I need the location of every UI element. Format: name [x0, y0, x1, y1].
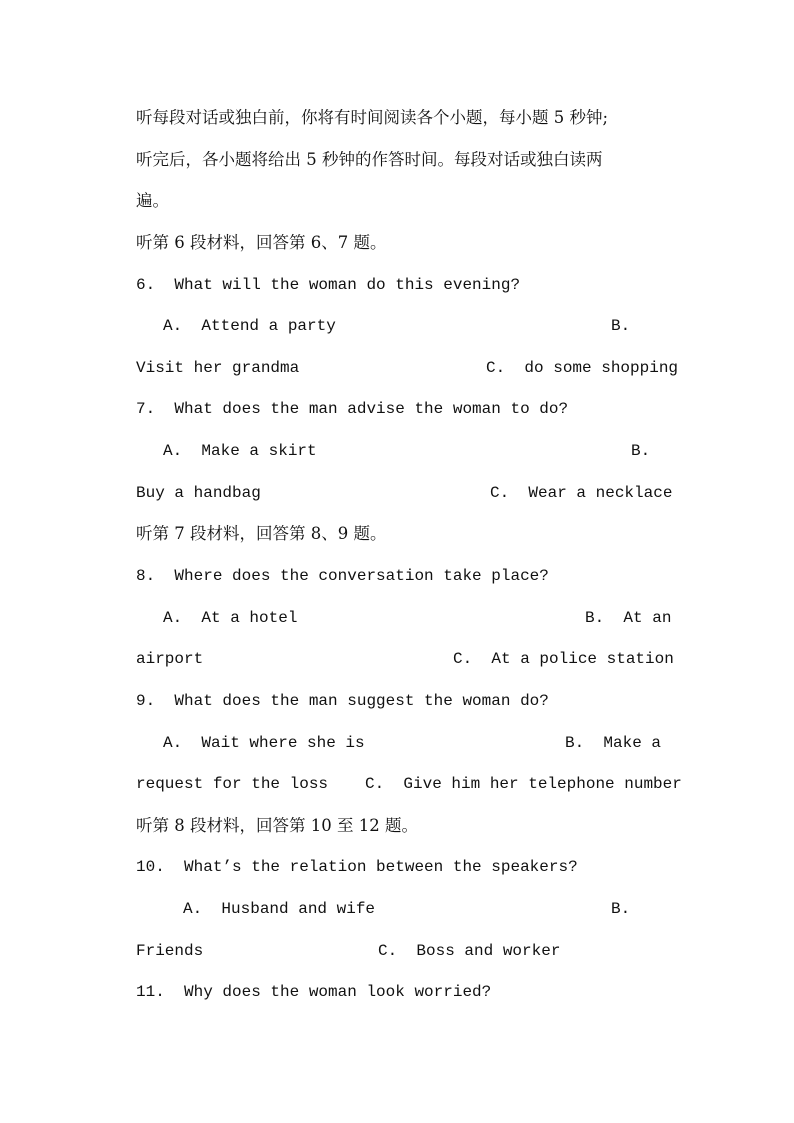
q9-option-b: request for the loss [136, 775, 329, 793]
q7-option-b: Buy a handbag [136, 484, 261, 502]
q6-option-c: C. do some shopping [486, 359, 679, 377]
question-11: 11. Why does the woman look worried? [136, 983, 492, 1001]
q7-option-b-letter: B. [631, 442, 651, 460]
section-heading-1: 听第 6 段材料，回答第 6、7 题。 [136, 233, 387, 252]
question-7: 7. What does the man advise the woman to do? [136, 400, 569, 418]
q8-option-c: C. At a police station [453, 650, 674, 668]
q10-option-b: Friends [136, 942, 204, 960]
section-heading-2: 听第 7 段材料，回答第 8、9 题。 [136, 524, 387, 543]
q9-option-b-letter: B. Make a [565, 734, 662, 752]
question-10: 10. What’s the relation between the speakers? [136, 858, 578, 876]
intro-line-3: 遍。 [136, 191, 169, 210]
section-heading-3: 听第 8 段材料，回答第 10 至 12 题。 [136, 816, 418, 835]
q9-option-c: C. Give him her telephone number [365, 775, 682, 793]
question-8: 8. Where does the conversation take place? [136, 567, 549, 585]
q9-option-a: A. Wait where she is [163, 734, 365, 752]
question-6: 6. What will the woman do this evening? [136, 276, 521, 294]
intro-line-2: 听完后，各小题将给出 5 秒钟的作答时间。每段对话或独白读两 [136, 150, 603, 169]
q7-option-c: C. Wear a necklace [490, 484, 673, 502]
q10-option-b-letter: B. [611, 900, 631, 918]
q8-option-b: airport [136, 650, 204, 668]
q10-option-a: A. Husband and wife [183, 900, 376, 918]
q7-option-a: A. Make a skirt [163, 442, 317, 460]
q8-option-a: A. At a hotel [163, 609, 298, 627]
q10-option-c: C. Boss and worker [378, 942, 561, 960]
q6-option-b: Visit her grandma [136, 359, 300, 377]
q8-option-b-letter: B. At an [585, 609, 672, 627]
question-9: 9. What does the man suggest the woman do? [136, 692, 549, 710]
q6-option-b-letter: B. [611, 317, 631, 335]
intro-line-1: 听每段对话或独白前，你将有时间阅读各个小题，每小题 5 秒钟; [136, 108, 609, 127]
q6-option-a: A. Attend a party [163, 317, 336, 335]
